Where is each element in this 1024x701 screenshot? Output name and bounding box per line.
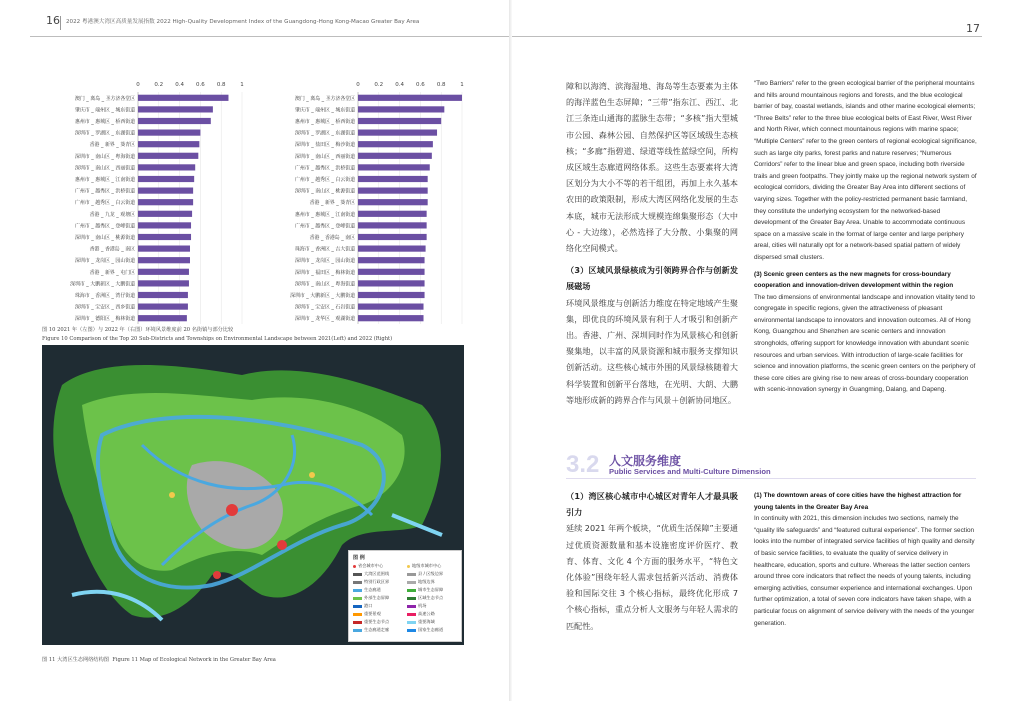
category-label: 深圳市 _ 龙华区 _ 观湖街道 <box>294 316 355 323</box>
zh-column-top <box>566 78 738 408</box>
x-tick-label: 0.2 <box>374 82 384 88</box>
category-label: 广州市 _ 越秀区 _ 登峰街道 <box>74 223 135 230</box>
zh-paragraph-services: 延续 2021 年两个板块，“优质生活保障”主要通过优质资源数量和基本设施密度评价医疗、教育、体育、文化 4 个方面的服务水平，“特色文化体验”围绕年轻人需求包括新兴活动、消费体验和国际交往 3 个核心指标，最终优化形成 7 个核心指标，重点分析人文服务与年轻人需求的匹配性。 <box>566 523 738 631</box>
zh-heading-3: （3）区域风景绿核成为引领跨界合作与创新发展磁场 <box>566 265 738 292</box>
legend-item <box>353 579 403 585</box>
bar <box>358 199 428 205</box>
header-divider <box>60 16 61 30</box>
bar <box>138 257 190 263</box>
en-paragraph-ecology: “Two Barriers” refer to the green ecological barrier of the peripheral mountains and hills around mountainous regions and forests, and the blue ecological barrier of bay, coastal wetlands, islands and other marine ecological elements; “Three Belts” refer to the three blue ecological belts of East River, West River and North River, which connect mountainous regions with marine space; “Multiple Centers” refer to the green centers of regional ecological significance, such as large city parks, forest parks and nature reserves; “Numerous Corridors” refer to the linear blue and green space, including both riverside trails and green footpaths. They jointly make up the regional network system of ecological corridors, dividing the Greater Bay Area into different sections of varying sizes. Together with the policy-restricted permanent basic farmland, they constitute the underlying ecosystem for the networked-based development of the Greater Bay Area. Unable to accommodate continuous space on a massive scale in the format of large center and large periphery areal, cities will naturally opt for a network-based spatial pattern of widely dispersed small clusters. <box>754 80 977 261</box>
legend-swatch <box>353 613 362 616</box>
en-heading-1: (1) The downtown areas of core cities have the highest attraction for young talents in the Greater Bay Area <box>754 492 962 511</box>
category-label: 深圳市 _ 南山区 _ 粤海街道 <box>294 281 355 288</box>
legend-grid <box>353 563 457 633</box>
category-label: 澳门 _ 离岛 _ 圣方济各堂区 <box>294 95 355 102</box>
legend-label: 城市生态屏障 <box>418 587 444 592</box>
x-tick-label: 0.4 <box>395 82 404 88</box>
category-label: 深圳市 _ 大鹏新区 _ 大鹏街道 <box>70 281 135 288</box>
figure10-caption-zh: 图 10 2021 年（左图）与 2022 年（右图）环境风景维度前 20 名街镇与部分比较 <box>42 327 234 333</box>
legend-swatch <box>407 597 416 600</box>
category-label: 香港 _ 新界 _ 葵青区 <box>89 142 135 149</box>
category-label: 广州市 _ 越秀区 _ 白云街道 <box>74 200 135 207</box>
header-rule <box>30 36 510 37</box>
category-label: 珠海市 _ 香洲区 _ 湾仔街道 <box>74 293 135 299</box>
chart-2022 <box>250 78 470 328</box>
legend-swatch <box>407 565 410 568</box>
bar <box>138 141 199 147</box>
legend-swatch <box>353 621 362 624</box>
bar <box>358 106 444 112</box>
bar <box>358 188 428 194</box>
section-title-en: Public Services and Multi-Culture Dimension <box>609 467 771 476</box>
bar <box>138 211 192 217</box>
en-column-top <box>754 78 978 396</box>
category-label: 广州市 _ 越秀区 _ 白云街道 <box>294 177 355 183</box>
header-rule-right <box>512 36 982 37</box>
bar <box>138 222 191 228</box>
figure10-caption-en: Figure 10 Comparison of the Top 20 Sub-Districts and Townships on Environmental Landscape between 2021(Left) and 2022 (Right) <box>42 336 393 342</box>
bar <box>358 234 427 240</box>
bar <box>138 176 194 182</box>
category-label: 深圳市 _ 南山区 _ 粤海街道 <box>74 153 135 160</box>
legend-label: 外部生态屏障 <box>364 595 390 600</box>
bar <box>358 118 441 124</box>
zh-paragraph-ecology: 障和以海湾、滨海湿地、海岛等生态要素为主体的海洋蓝色生态屏障；“三带”指东江、西江、北江三条连山通海的蓝脉生态带；“多核”指大型城市公园、森林公园、自然保护区等区域级生态核核；“多廊”指碧道、绿道等线性蓝绿空间，所构成区域生态廊道网络体系。这些生态要素将大湾区划分为大小不等的若干组团，再加上永久基本农田的政策限制，形成大湾区网络化发展的生态本底，城市无法形成大规模连绵集聚形态（大中心 - 大边缘），必然选择了大分散、小集聚的网络化空间模式。 <box>566 81 738 254</box>
category-label: 惠州市 _ 惠城区 _ 江南街道 <box>294 211 355 218</box>
section-number: 3.2 <box>566 451 600 478</box>
category-label: 深圳市 _ 罗湖区 _ 东湖街道 <box>74 130 135 137</box>
section-title-zh: 人文服务维度 <box>609 454 682 468</box>
bar <box>138 153 198 159</box>
bar <box>358 211 427 217</box>
legend-item <box>407 587 457 593</box>
category-label: 香港 _ 香港岛 _ 南区 <box>309 235 355 241</box>
bar <box>358 304 424 310</box>
bar <box>138 95 228 101</box>
bar <box>358 176 428 182</box>
x-tick-label: 0 <box>356 82 360 88</box>
legend-label: 特别行政区界 <box>364 579 390 584</box>
bar <box>358 95 462 101</box>
bar <box>358 269 425 275</box>
x-tick-label: 1 <box>240 82 244 88</box>
bar <box>138 292 188 298</box>
category-label: 惠州市 _ 惠城区 _ 江南街道 <box>74 177 135 183</box>
map-legend <box>348 550 462 642</box>
bar <box>138 269 189 275</box>
legend-label: 重要海域 <box>418 619 435 624</box>
bar <box>358 280 425 286</box>
right-page-number: 17 <box>966 22 980 35</box>
category-label: 肇庆市 _ 端州区 _ 城东街道 <box>294 107 355 114</box>
legend-item <box>407 571 457 577</box>
category-label: 深圳市 _ 南山区 _ 西丽街道 <box>74 165 135 172</box>
zh-paragraph-scenic: 环境风景维度与创新活力维度在特定地域产生聚集，即优良的环境风景有利于人才吸引和创新产出。香港、广州、深圳同时作为风景核心和创新聚集地，以丰富的风景资源和城市服务支撑知识创新活动。这些核心城市外围的风景绿核随着大科学装置和创新平台落地，在光明、大朗、大鹏等地形成新的跨界合作与风景＋创新协同地区。 <box>566 297 738 405</box>
legend-label: 区域生态节点 <box>418 595 444 600</box>
en-column-bottom <box>754 490 978 629</box>
category-label: 香港 _ 香港岛 _ 南区 <box>89 246 135 253</box>
legend-swatch <box>353 605 362 608</box>
legend-swatch <box>353 573 362 576</box>
x-tick-label: 0.8 <box>436 82 446 88</box>
legend-label: 机场 <box>418 603 427 608</box>
legend-swatch <box>407 605 416 608</box>
section-rule <box>566 478 976 479</box>
bar <box>358 164 430 170</box>
x-tick-label: 0 <box>136 82 140 88</box>
legend-item <box>407 619 457 625</box>
category-label: 深圳市 _ 宝安区 _ 石岩街道 <box>294 304 355 311</box>
chart-2021 <box>30 78 250 328</box>
bar <box>138 246 190 252</box>
legend-swatch <box>407 573 416 576</box>
legend-swatch <box>407 629 416 632</box>
legend-label: 港口 <box>364 603 373 608</box>
legend-item <box>353 611 403 617</box>
legend-item <box>353 587 403 593</box>
legend-item <box>353 627 403 633</box>
category-label: 深圳市 _ 盐田区 _ 梅沙街道 <box>294 142 355 149</box>
bar <box>138 118 211 124</box>
category-label: 惠州市 _ 惠城区 _ 桥西街道 <box>74 119 135 125</box>
legend-label: 大湾区范围线 <box>364 571 390 576</box>
legend-label: 地级边界 <box>418 579 435 584</box>
x-tick-label: 0.6 <box>416 82 425 88</box>
legend-swatch <box>407 621 416 624</box>
legend-label: 地级市城市中心 <box>412 563 442 568</box>
category-label: 珠海市 _ 香洲区 _ 吉大街道 <box>294 246 355 253</box>
category-label: 惠州市 _ 惠城区 _ 桥西街道 <box>294 119 355 125</box>
category-label: 深圳市 _ 龙岗区 _ 园山街道 <box>294 258 355 265</box>
bar <box>358 257 425 263</box>
running-title: 2022 粤港澳大湾区高质量发展指数 2022 High-Quality Development Index of the Guangdong-Hong Kong-Macao Greater Bay Area <box>66 19 420 25</box>
legend-label: 县 / 区级边界 <box>418 571 444 576</box>
category-label: 深圳市 _ 德阳区 _ 梅林街道 <box>74 316 135 323</box>
zh-column-bottom <box>566 488 738 634</box>
category-label: 广州市 _ 越秀区 _ 洪桥街道 <box>74 188 135 195</box>
en-heading-3: (3) Scenic green centers as the new magnets for cross-boundary cooperation and innovation-driven development within the region <box>754 270 954 290</box>
x-tick-label: 0.2 <box>154 82 164 88</box>
category-label: 肇庆市 _ 端州区 _ 城东街道 <box>74 107 135 114</box>
legend-label: 高速公路 <box>418 611 435 616</box>
en-paragraph-scenic: The two dimensions of environmental landscape and innovation vitality tend to congregate in specific regions, given the attractiveness of pleasant environmental landscape to innovators and innovation outcomes. All of Hong Kong, Guangzhou and Shenzhen are scenic centers and innovation strongholds, offering support for knowledge innovation with abundant scenic resources and urban services. With introduction of large-scale facilities for science and innovation platforms, the scenic green centers on the periphery of these core cities are giving rise to new areas of cross-boundary cooperation with scenic-innovation synergy in Guangming, Dalang, and Dapeng. <box>754 293 976 394</box>
legend-label: 重要景观 <box>364 611 381 616</box>
bar <box>358 153 432 159</box>
x-tick-label: 0.8 <box>216 82 226 88</box>
legend-swatch <box>407 613 416 616</box>
legend-label: 生态廊道走廊 <box>364 627 390 632</box>
legend-label: 重要生态节点 <box>364 619 390 624</box>
figure11-caption-zh: 图 11 大湾区生态网络结构图 <box>42 657 109 663</box>
bar <box>358 222 427 228</box>
category-label: 香港 _ 九龙 _ 观塘区 <box>89 211 135 218</box>
legend-swatch <box>353 589 362 592</box>
figure11-caption <box>42 656 276 663</box>
legend-label: 省会城市中心 <box>358 563 384 568</box>
category-label: 深圳市 _ 大鹏新区 _ 大鹏街道 <box>290 293 355 299</box>
bar <box>358 292 425 298</box>
bar <box>138 315 187 321</box>
bar <box>358 246 426 252</box>
bar <box>358 141 433 147</box>
bar <box>138 130 200 136</box>
bar <box>358 315 424 321</box>
category-label: 深圳市 _ 罗湖区 _ 东湖街道 <box>294 130 355 137</box>
legend-swatch <box>353 581 362 584</box>
legend-swatch <box>407 581 416 584</box>
bar <box>138 304 188 310</box>
zh-heading-1: （1）湾区核心城市中心城区对青年人才最具吸引力 <box>566 491 738 518</box>
category-label: 深圳市 _ 南山区 _ 西丽街道 <box>294 153 355 160</box>
x-tick-label: 0.6 <box>196 82 205 88</box>
bar <box>138 188 193 194</box>
legend-swatch <box>353 597 362 600</box>
legend-item <box>407 627 457 633</box>
legend-item <box>353 603 403 609</box>
bar <box>138 106 213 112</box>
bar <box>138 199 193 205</box>
category-label: 深圳市 _ 福田区 _ 梅林街道 <box>294 269 355 276</box>
legend-label: 国家生态廊道 <box>418 627 444 632</box>
legend-item <box>407 603 457 609</box>
legend-item <box>353 595 403 601</box>
bar <box>138 164 195 170</box>
legend-title: 图 例 <box>353 555 365 561</box>
legend-item <box>407 579 457 585</box>
legend-label: 生态廊道 <box>364 587 381 592</box>
legend-swatch <box>353 565 356 568</box>
category-label: 香港 _ 新界 _ 屯门区 <box>89 269 135 276</box>
category-label: 澳门 _ 离岛 _ 圣方济各堂区 <box>74 95 135 102</box>
category-label: 深圳市 _ 宝安区 _ 西乡街道 <box>74 304 135 311</box>
x-tick-label: 0.4 <box>175 82 184 88</box>
category-label: 香港 _ 新界 _ 葵青区 <box>309 200 355 207</box>
legend-item <box>407 563 457 569</box>
category-label: 广州市 _ 越秀区 _ 洪桥街道 <box>294 165 355 172</box>
left-page-number: 16 <box>46 14 60 27</box>
x-tick-label: 1 <box>460 82 464 88</box>
category-label: 深圳市 _ 南山区 _ 桃源街道 <box>74 235 135 241</box>
category-label: 深圳市 _ 南山区 _ 桃源街道 <box>294 188 355 195</box>
legend-item <box>407 611 457 617</box>
legend-item <box>353 563 403 569</box>
figure11-caption-en: Figure 11 Map of Ecological Network in the Greater Bay Area <box>112 657 276 663</box>
bar <box>138 234 191 240</box>
en-paragraph-services: In continuity with 2021, this dimension includes two sections, namely the “quality life safeguards” and “featured cultural experience”. The former section looks into the number of integrated service facilities of high quality and density of basic service facilities, to evaluate the quality of service delivery in healthcare, education, sports and culture. Whereas the latter section centers around three core indicators that reflect the needs of young talents, including emerging activities, consumer experience and international exchanges. Upon further optimization, a total of seven core indicators have taken shape, with a particular focus on alignment of service delivery with the needs of the younger generation. <box>754 515 975 627</box>
legend-item <box>353 571 403 577</box>
legend-swatch <box>407 589 416 592</box>
bar <box>138 280 189 286</box>
legend-item <box>407 595 457 601</box>
legend-item <box>353 619 403 625</box>
category-label: 广州市 _ 越秀区 _ 登峰街道 <box>294 223 355 230</box>
category-label: 深圳市 _ 龙岗区 _ 园山街道 <box>74 258 135 265</box>
bar <box>358 130 437 136</box>
legend-swatch <box>353 629 362 632</box>
